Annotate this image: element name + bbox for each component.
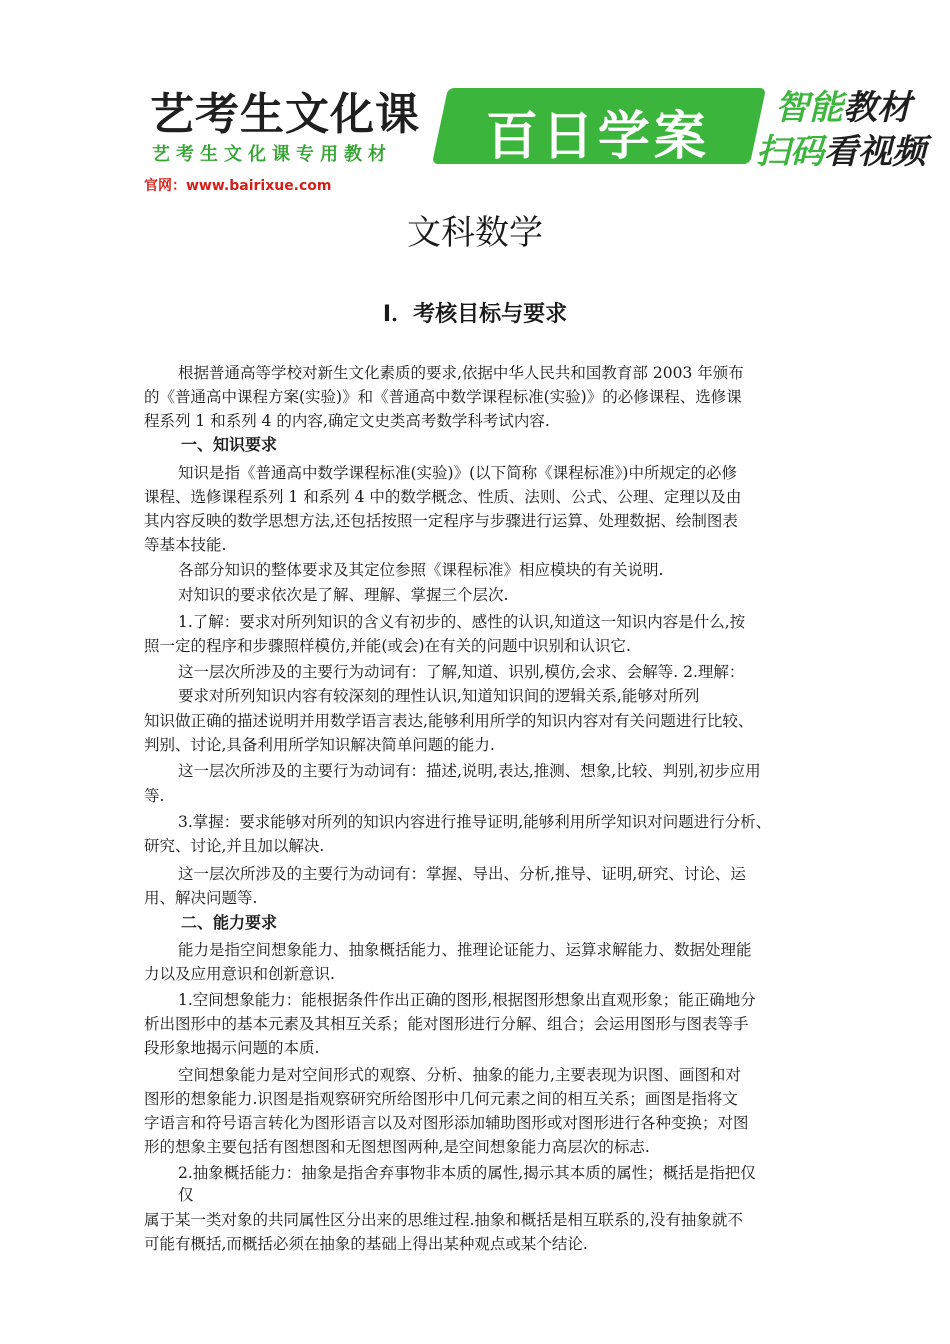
text-line: 研究、讨论,并且加以解决. (144, 837, 325, 855)
text-line: 这一层次所涉及的主要行为动词有：描述,说明,表达,推测、想象,比较、判别,初步应用 (178, 762, 761, 780)
text-line: 对知识的要求依次是了解、理解、掌握三个层次. (178, 586, 509, 604)
text-line: 1.空间想象能力：能根据条件作出正确的图形,根据图形想象出直观形象；能正确地分 (178, 991, 756, 1009)
text-line: 用、解决问题等. (144, 889, 258, 907)
text-line: 可能有概括,而概括必须在抽象的基础上得出某种观点或某个结论. (144, 1235, 588, 1253)
text-line: 形的想象主要包括有图想图和无图想图两种,是空间想象能力高层次的标志. (144, 1138, 650, 1156)
text-line: 的《普通高中课程方案(实验)》和《普通高中数学课程标准(实验)》的必修课程、选修课 (144, 388, 742, 406)
text-line: 判别、讨论,具备利用所学知识解决简单问题的能力. (144, 736, 495, 754)
text-line: 根据普通高等学校对新生文化素质的要求,依据中华人民共和国教育部 2003 年颁布 (178, 364, 744, 382)
text-line: 力以及应用意识和创新意识. (144, 965, 335, 983)
header-banner (150, 78, 930, 172)
tagline-smart (775, 80, 911, 129)
brand-main: 艺考生文化课 (150, 89, 420, 140)
text-line: 要求对所列知识内容有较深刻的理性认识,知道知识间的逻辑关系,能够对所列 (178, 687, 700, 705)
product-badge (432, 88, 766, 167)
text-line: 析出图形中的基本元素及其相互关系；能对图形进行分解、组合；会运用图形与图表等手 (144, 1015, 749, 1033)
text-line: 2.抽象概括能力：抽象是指舍弃事物非本质的属性,揭示其本质的属性；概括是指把仅 (178, 1164, 756, 1182)
text-line: 这一层次所涉及的主要行为动词有：掌握、导出、分析,推导、证明,研究、讨论、运 (178, 865, 746, 883)
text-line: 等. (144, 787, 165, 805)
text-line: 属于某一类对象的共同属性区分出来的思维过程.抽象和概括是相互联系的,没有抽象就不 (144, 1211, 743, 1229)
text-line: 空间想象能力是对空间形式的观察、分析、抽象的能力,主要表现为识图、画图和对 (178, 1066, 741, 1084)
text-line: 3.掌握：要求能够对所列的知识内容进行推导证明,能够利用所学知识对问题进行分析、 (178, 813, 772, 831)
text-line: 各部分知识的整体要求及其定位参照《课程标准》相应模块的有关说明. (178, 561, 664, 579)
text-line: 程系列 1 和系列 4 的内容,确定文史类高考数学科考试内容. (144, 412, 550, 430)
website-link[interactable]: 官网：www.bairixue.com (144, 178, 332, 194)
text-line: 能力是指空间想象能力、抽象概括能力、推理论证能力、运算求解能力、数据处理能 (178, 941, 752, 959)
document-title: 文科数学 (407, 213, 543, 253)
text-line: 图形的想象能力.识图是指观察研究所给图形中几何元素之间的相互关系；画图是指将文 (144, 1090, 738, 1108)
heading-knowledge: 一、知识要求 (181, 435, 278, 454)
tagline-smart-a: 智能 (775, 88, 843, 128)
text-line: 1.了解：要求对所列知识的含义有初步的、感性的认识,知道这一知识内容是什么,按 (178, 613, 746, 631)
heading-ability: 二、能力要求 (181, 913, 278, 932)
product-name: 百日学案 (485, 107, 710, 167)
text-line: 仅 (178, 1186, 194, 1204)
brand-sub: 艺考生文化课专用教材 (152, 144, 392, 165)
text-line: 这一层次所涉及的主要行为动词有：了解,知道、识别,模仿,会求、会解等. 2.理解： (178, 663, 745, 681)
text-line: 课程、选修课程系列 1 和系列 4 中的数学概念、性质、法则、公式、公理、定理以及由 (144, 488, 742, 506)
text-line: 知识是指《普通高中数学课程标准(实验)》(以下简称《课程标准》)中所规定的必修 (178, 464, 737, 482)
text-line: 照一定的程序和步骤照样模仿,并能(或会)在有关的问题中识别和认识它. (144, 637, 631, 655)
text-line: 等基本技能. (144, 536, 227, 554)
tagline-scan (756, 124, 926, 173)
text-line: 知识做正确的描述说明并用数学语言表达,能够利用所学的知识内容对有关问题进行比较、 (144, 712, 754, 730)
tagline-scan-b: 看视频 (824, 132, 926, 172)
text-line: 段形象地揭示问题的本质. (144, 1039, 320, 1057)
tagline-scan-a: 扫码 (756, 132, 824, 172)
section-title: I．考核目标与要求 (382, 302, 568, 327)
tagline-smart-b: 教材 (843, 88, 911, 128)
text-line: 其内容反映的数学思想方法,还包括按照一定程序与步骤进行运算、处理数据、绘制图表 (144, 512, 738, 530)
text-line: 字语言和符号语言转化为图形语言以及对图形添加辅助图形或对图形进行各种变换；对图 (144, 1114, 749, 1132)
